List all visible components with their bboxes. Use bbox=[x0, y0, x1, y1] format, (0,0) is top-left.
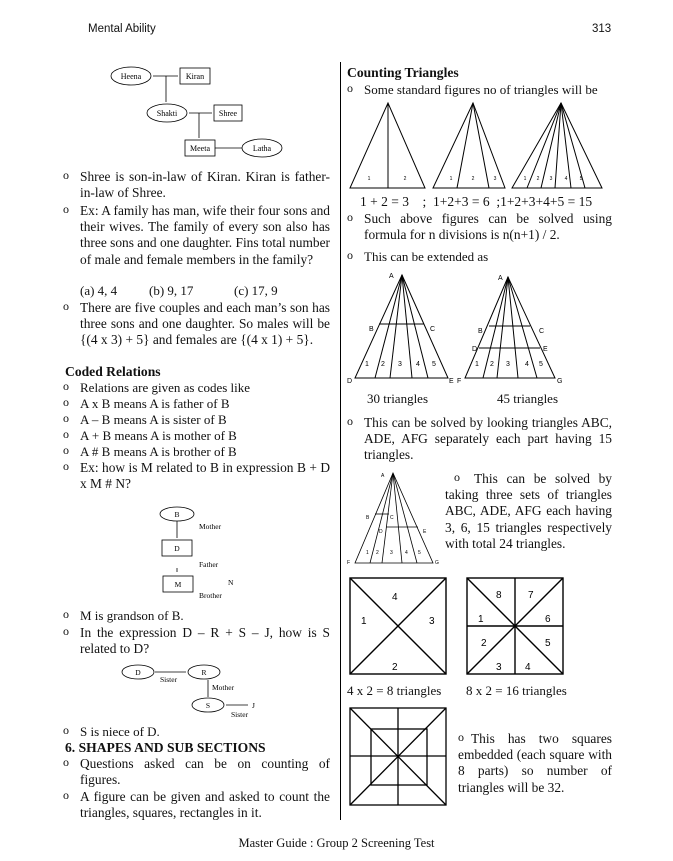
svg-text:3: 3 bbox=[496, 662, 502, 673]
caption-8-triangles: 4 x 2 = 8 triangles bbox=[347, 683, 442, 698]
svg-text:E: E bbox=[449, 378, 454, 385]
running-header-section: Mental Ability bbox=[88, 23, 156, 35]
triangle-count-equation: 1 + 2 = 3 ; 1+2+3 = 6 ;1+2+3+4+5 = 15 bbox=[360, 194, 593, 209]
node-meeta: Meeta bbox=[190, 144, 210, 153]
label-father: Father bbox=[199, 560, 219, 569]
option-a: (a) 4, 4 bbox=[80, 283, 118, 298]
svg-text:B: B bbox=[478, 328, 483, 335]
option-b: (b) 9, 17 bbox=[149, 283, 194, 298]
column-divider bbox=[340, 62, 341, 820]
list-item: A # B means A is brother of B bbox=[80, 444, 237, 459]
node-kiran: Kiran bbox=[185, 72, 205, 81]
paragraph: This has two squares embedded (each square with 8 parts) so number of triangles will be 32. bbox=[458, 731, 612, 795]
svg-text:B: B bbox=[366, 515, 370, 521]
standard-triangle-figures bbox=[345, 95, 615, 195]
svg-text:1: 1 bbox=[366, 550, 369, 556]
svg-text:1: 1 bbox=[367, 176, 371, 182]
svg-text:A: A bbox=[381, 473, 385, 479]
paragraph: This can be solved by looking triangles ABC, ADE, AFG separately each part having 15 triangles. bbox=[364, 415, 612, 463]
svg-text:C: C bbox=[390, 515, 394, 521]
svg-text:E: E bbox=[423, 529, 427, 535]
svg-text:3: 3 bbox=[390, 550, 393, 556]
svg-text:C: C bbox=[539, 328, 545, 335]
svg-text:F: F bbox=[457, 378, 462, 385]
paragraph: This can be extended as bbox=[364, 249, 489, 264]
list-item: A + B means A is mother of B bbox=[80, 428, 237, 443]
svg-text:2: 2 bbox=[403, 176, 407, 182]
extended-triangle-figures bbox=[345, 270, 615, 385]
paragraph: Shree is son-in-law of Kiran. Kiran is father-in-law of Shree. bbox=[80, 169, 330, 201]
label-brother: Brother bbox=[199, 591, 222, 600]
paragraph: S is niece of D. bbox=[80, 724, 160, 739]
svg-text:4: 4 bbox=[525, 662, 531, 673]
label-mother: Mother bbox=[199, 522, 222, 531]
svg-text:D: D bbox=[379, 529, 383, 535]
relation-diagram-bmn bbox=[140, 500, 340, 605]
caption-30-triangles: 30 triangles bbox=[367, 391, 429, 406]
svg-text:G: G bbox=[435, 560, 439, 566]
paragraph: Questions asked can be on counting of figures. bbox=[80, 756, 330, 788]
node-shree: Shree bbox=[218, 109, 238, 118]
svg-text:2: 2 bbox=[376, 550, 379, 556]
nested-triangle-figure bbox=[345, 465, 445, 570]
svg-text:1: 1 bbox=[449, 176, 453, 182]
svg-text:3: 3 bbox=[549, 176, 553, 182]
option-c: (c) 17, 9 bbox=[234, 283, 278, 298]
list-item: A – B means A is sister of B bbox=[80, 412, 227, 427]
section-heading: Counting Triangles bbox=[347, 65, 459, 80]
paragraph: Some standard figures no of triangles will be bbox=[364, 82, 598, 97]
example-question: Ex: A family has man, wife their four sons and their wives. The family of every son also has three sons and one daughter. Fins total number of male and female members in the family? bbox=[80, 203, 330, 267]
label-sister: Sister bbox=[160, 675, 178, 684]
node-b: B bbox=[174, 510, 180, 519]
page-footer: Master Guide : Group 2 Screening Test bbox=[238, 836, 435, 850]
paragraph: A figure can be given and asked to count the triangles, squares, rectangles in it. bbox=[80, 789, 330, 821]
family-tree-diagram bbox=[100, 60, 340, 170]
node-latha: Latha bbox=[252, 144, 272, 153]
svg-text:3: 3 bbox=[493, 176, 497, 182]
svg-text:8: 8 bbox=[496, 590, 502, 601]
label-sister: Sister bbox=[231, 710, 249, 719]
list-item: Relations are given as codes like bbox=[80, 380, 251, 395]
svg-text:1: 1 bbox=[361, 616, 367, 627]
section-heading: 6. SHAPES AND SUB SECTIONS bbox=[65, 740, 266, 755]
bullet-icon: o bbox=[63, 299, 69, 313]
node-d: D bbox=[135, 668, 141, 677]
bullet-icon: o bbox=[63, 202, 69, 216]
svg-text:3: 3 bbox=[506, 361, 510, 368]
caption-45-triangles: 45 triangles bbox=[497, 391, 559, 406]
node-m: M bbox=[174, 580, 182, 589]
svg-text:3: 3 bbox=[398, 361, 402, 368]
svg-text:5: 5 bbox=[579, 176, 583, 182]
svg-text:2: 2 bbox=[392, 662, 398, 673]
svg-text:4: 4 bbox=[405, 550, 408, 556]
node-d: D bbox=[174, 544, 180, 553]
svg-text:E: E bbox=[543, 346, 548, 353]
node-shakti: Shakti bbox=[156, 109, 178, 118]
page-number: 313 bbox=[592, 23, 612, 35]
svg-text:2: 2 bbox=[536, 176, 540, 182]
svg-text:5: 5 bbox=[432, 361, 436, 368]
svg-text:A: A bbox=[498, 275, 503, 282]
label-mother: Mother bbox=[212, 683, 235, 692]
example-question: In the expression D – R + S – J, how is S related to D? bbox=[80, 625, 330, 657]
svg-text:5: 5 bbox=[545, 638, 551, 649]
svg-text:7: 7 bbox=[528, 590, 534, 601]
svg-text:4: 4 bbox=[525, 361, 529, 368]
example-question: Ex: how is M related to B in expression B + D x M # N? bbox=[80, 460, 330, 492]
paragraph: There are five couples and each man’s son has three sons and one daughter. So males will be {(4 x 3) + 5} and females are {(4 x 1) + 5}. bbox=[80, 300, 330, 348]
bullet-icon: o bbox=[63, 168, 69, 182]
relation-diagram-drsj bbox=[100, 660, 300, 722]
svg-text:3: 3 bbox=[429, 616, 435, 627]
node-heena: Heena bbox=[120, 72, 142, 81]
svg-text:D: D bbox=[472, 346, 478, 353]
svg-text:4: 4 bbox=[564, 176, 568, 182]
svg-text:B: B bbox=[369, 326, 374, 333]
svg-text:2: 2 bbox=[481, 638, 487, 649]
document-page: Mental Ability 313 Heena Kiran Shakti Shree Meeta Latha o Shree is son-in-law of Kiran. Kiran is father-in-law of Shree. o Ex: A family has man, wife their four sons and their wives. The family of every son also has three sons and one daughter. Fins total number of male and female members in the family? (a) 4, 4 (b) 9, 17 (c) 17, 9 o There are five couples and each man’s son has three sons and one daughter. So males will be {(4 x 3) + 5} and females are {(4 x 1) + 5}. Coded Relations o Relations are given as codes like o A x B means A is father of B o A – B means A is sister of B o A + B means A is mother of B o A # B means A is brother of B o Ex: how is M related to B in expression B + D x M # N? B D M N Mother Father Brother o M is grandson of B. o In the expression D – R + S – J, how is S related to D? D R S J Sister Mother Sister o S is niece of D. 6. SHAPES AND SUB SECTIONS o Questions asked can be on counting of figures. o A figure can be given and asked to count the triangles, squares, rectangles in it. Master Guide : Group 2 Screening Test Counting Triangles o Some standard figures no of triangles will be 1 2 1 2 3 1 2 3 4 5 1 + 2 = 3 ; 1+2+3 = 6 ;1+2+3+4+5 = 15 o Such above figures can be solved using formula for n divisions is n(n+1) / 2. o This can be extended as A B C D E 1 2 3 4 5 A B C D E F G 1 2 3 4 5 30 triangles 45 triangles o This can be solved by looking triangles ABC, ADE, AFG separately each part having 15 triangles. A B C D E F G 1 2 3 4 5 o This can be solved by taking three sets of triangles ABC, ADE, AFG each having 3, 6, 15 triangles respectively with total 24 triangles. 4 1 3 2 8 7 1 6 2 5 3 4 4 x 2 = 8 triangles 8 x 2 = 16 triangles o This has two squares embedded (each square with 8 parts) so number of triangles will be 32. bbox=[0, 0, 673, 861]
svg-text:6: 6 bbox=[545, 614, 551, 625]
svg-text:2: 2 bbox=[381, 361, 385, 368]
svg-text:1: 1 bbox=[475, 361, 479, 368]
paragraph: Such above figures can be solved using formula for n divisions is n(n+1) / 2. bbox=[364, 211, 612, 243]
svg-text:1: 1 bbox=[478, 614, 484, 625]
svg-text:4: 4 bbox=[416, 361, 420, 368]
svg-text:G: G bbox=[557, 378, 563, 385]
svg-text:1: 1 bbox=[523, 176, 527, 182]
node-j: J bbox=[252, 701, 255, 710]
svg-text:A: A bbox=[389, 273, 394, 280]
square-triangle-figures bbox=[345, 572, 615, 682]
svg-text:5: 5 bbox=[418, 550, 421, 556]
node-n: N bbox=[228, 578, 234, 587]
embedded-squares-figure bbox=[345, 703, 455, 808]
svg-text:F: F bbox=[347, 560, 351, 566]
svg-text:D: D bbox=[347, 378, 353, 385]
node-r: R bbox=[201, 668, 207, 677]
svg-text:1: 1 bbox=[365, 361, 369, 368]
list-item: A x B means A is father of B bbox=[80, 396, 230, 411]
section-heading: Coded Relations bbox=[65, 364, 161, 379]
svg-text:4: 4 bbox=[392, 592, 398, 603]
svg-text:2: 2 bbox=[471, 176, 475, 182]
svg-text:C: C bbox=[430, 326, 436, 333]
paragraph: M is grandson of B. bbox=[80, 608, 184, 623]
caption-16-triangles: 8 x 2 = 16 triangles bbox=[466, 683, 567, 698]
paragraph: This can be solved by taking three sets of triangles ABC, ADE, AFG each having 3, 6, 15 triangles respectively with total 24 triangles. bbox=[445, 471, 612, 551]
svg-text:2: 2 bbox=[490, 361, 494, 368]
node-s: S bbox=[205, 701, 211, 710]
svg-text:5: 5 bbox=[539, 361, 543, 368]
